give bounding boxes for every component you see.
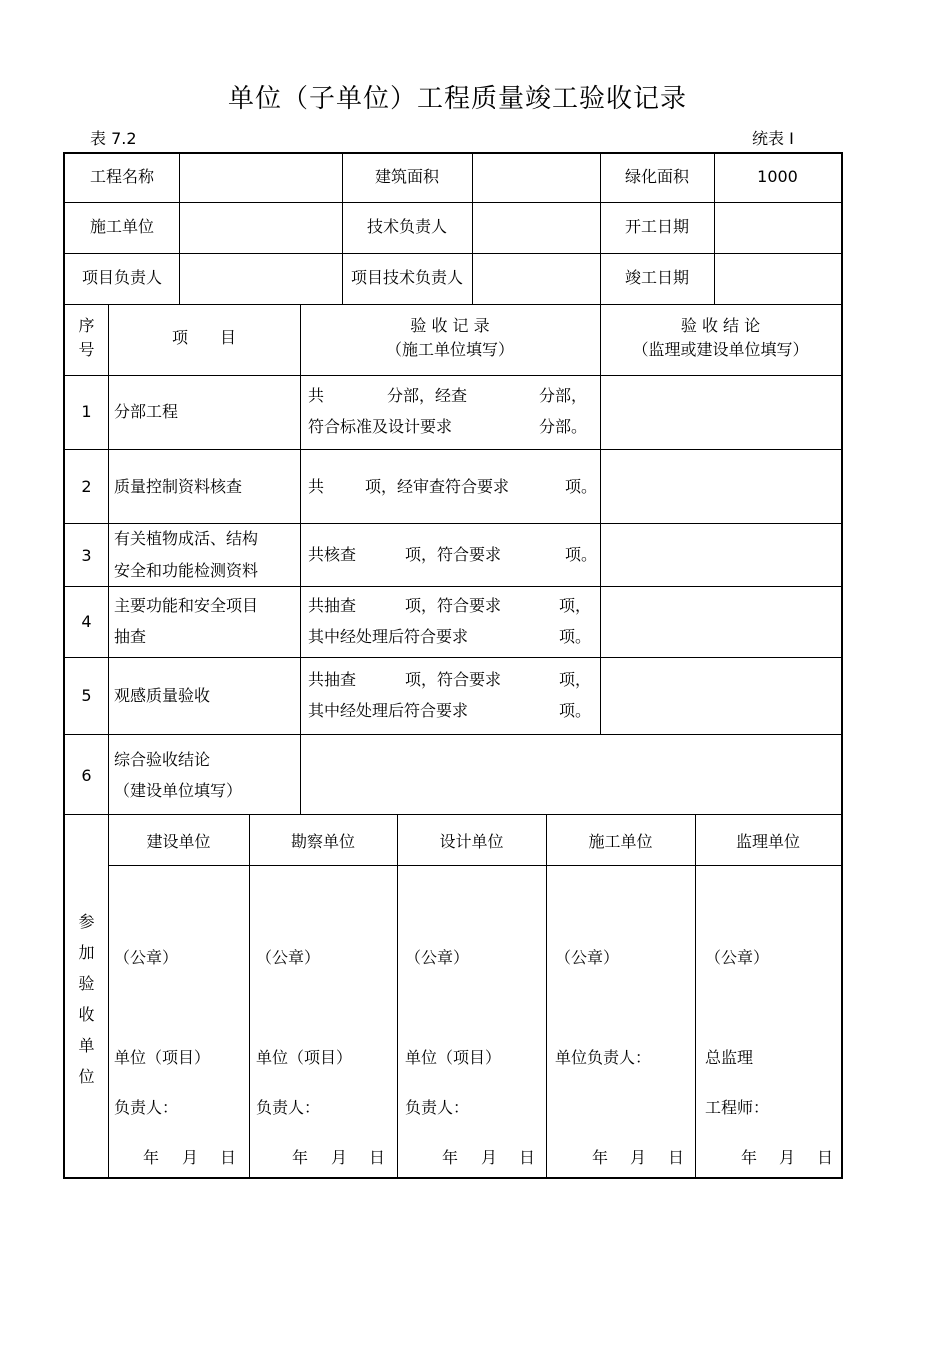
completion-date-field[interactable]: [714, 268, 841, 288]
item-label: （建设单位填写）: [114, 781, 243, 800]
tech-lead-label: 技术负责人: [366, 217, 447, 236]
conclusion-cell[interactable]: [601, 376, 841, 449]
record-text: 项，: [559, 670, 592, 689]
date-year: 年: [592, 1148, 609, 1167]
record-text: 共抽查: [308, 670, 357, 689]
building-area-field[interactable]: [472, 167, 600, 187]
project-name-field[interactable]: [179, 167, 342, 187]
record-heading: 验 收 记 录: [410, 316, 490, 335]
signer-label: 负责人：: [114, 1098, 179, 1117]
seal-label: （公章）: [114, 948, 179, 967]
tech-lead-field[interactable]: [472, 217, 600, 237]
conclusion-cell[interactable]: [601, 524, 841, 586]
item-heading: 项 目: [171, 328, 236, 347]
date-month: 月: [331, 1148, 348, 1167]
conclusion-cell[interactable]: [601, 450, 841, 523]
item-label: 抽查: [114, 627, 147, 646]
record-text: 项，符合要求: [405, 545, 502, 564]
project-name-label: 工程名称: [89, 167, 154, 186]
seal-label: （公章）: [555, 948, 620, 967]
seal-label: （公章）: [405, 948, 470, 967]
row-number: 2: [81, 477, 92, 496]
record-text: 共: [308, 477, 325, 496]
page-title: 单位（子单位）工程质量竣工验收记录: [227, 84, 687, 114]
conclusion-heading-note: （监理或建设单位填写）: [632, 340, 809, 359]
item-label: 质量控制资料核查: [114, 477, 243, 496]
record-text: 项，符合要求: [405, 596, 502, 615]
start-date-field[interactable]: [714, 217, 841, 237]
completion-date-label: 竣工日期: [624, 268, 689, 287]
building-area-label: 建筑面积: [374, 167, 439, 186]
date-day: 日: [668, 1148, 685, 1167]
date-year: 年: [292, 1148, 309, 1167]
date-month: 月: [182, 1148, 199, 1167]
record-text: 分部。: [539, 417, 588, 436]
project-manager-label: 项目负责人: [81, 268, 162, 287]
item-label: 观感质量验收: [114, 686, 211, 705]
project-tech-lead-field[interactable]: [472, 268, 600, 288]
conclusion-cell[interactable]: [601, 658, 841, 734]
record-text: 共抽查: [308, 596, 357, 615]
signer-label: 总监理: [705, 1048, 754, 1067]
record-text: 符合标准及设计要求: [308, 417, 453, 436]
participants-label-char: 位: [78, 1067, 95, 1086]
date-day: 日: [519, 1148, 536, 1167]
item-label: 有关植物成活、结构: [114, 529, 259, 548]
date-year: 年: [442, 1148, 459, 1167]
item-label: 分部工程: [114, 402, 179, 421]
signer-label: 单位（项目）: [256, 1048, 353, 1067]
overall-conclusion-cell[interactable]: [301, 735, 841, 814]
record-text: 共: [308, 386, 325, 405]
date-month: 月: [779, 1148, 796, 1167]
record-text: 项。: [559, 627, 592, 646]
item-label: 安全和功能检测资料: [114, 561, 259, 580]
signer-label: 负责人：: [256, 1098, 321, 1117]
unit-name: 勘察单位: [290, 832, 355, 851]
signer-label: 工程师：: [705, 1098, 770, 1117]
row-number: 1: [81, 402, 92, 421]
seq-heading-1: 序: [78, 316, 95, 335]
date-year: 年: [143, 1148, 160, 1167]
conclusion-cell[interactable]: [601, 587, 841, 657]
start-date-label: 开工日期: [624, 217, 689, 236]
acceptance-record-table: [63, 152, 843, 1179]
record-text: 项，: [559, 596, 592, 615]
seq-heading-2: 号: [78, 340, 95, 359]
record-text: 项，符合要求: [405, 670, 502, 689]
contractor-field[interactable]: [179, 217, 342, 237]
participants-label-char: 参: [78, 912, 95, 931]
form-type: 统表 I: [752, 129, 794, 148]
record-text: 其中经处理后符合要求: [308, 627, 469, 646]
record-text: 项。: [565, 545, 598, 564]
row-number: 4: [81, 612, 92, 631]
project-manager-field[interactable]: [179, 268, 342, 288]
seal-label: （公章）: [705, 948, 770, 967]
row-number: 6: [81, 766, 92, 785]
record-text: 项。: [559, 701, 592, 720]
contractor-label: 施工单位: [89, 217, 154, 236]
record-text: 分部，: [539, 386, 588, 405]
record-text: 分部，经查: [387, 386, 468, 405]
record-text: 其中经处理后符合要求: [308, 701, 469, 720]
date-year: 年: [741, 1148, 758, 1167]
signer-label: 单位（项目）: [405, 1048, 502, 1067]
date-day: 日: [369, 1148, 386, 1167]
form-code: 表 7.2: [90, 129, 137, 148]
green-area-value[interactable]: 1000: [757, 167, 798, 186]
date-month: 月: [630, 1148, 647, 1167]
seal-label: （公章）: [256, 948, 321, 967]
conclusion-heading: 验 收 结 论: [680, 316, 761, 335]
participants-label-char: 单: [78, 1036, 95, 1055]
signer-label: 负责人：: [405, 1098, 470, 1117]
item-label: 主要功能和安全项目: [114, 596, 259, 615]
record-text: 共核查: [308, 545, 357, 564]
unit-name: 建设单位: [146, 832, 211, 851]
record-text: 项。: [565, 477, 598, 496]
participants-label-char: 收: [78, 1005, 95, 1024]
signer-label: 单位（项目）: [114, 1048, 211, 1067]
participants-label-char: 验: [78, 974, 95, 993]
signer-label: 单位负责人：: [555, 1048, 652, 1067]
participants-label-char: 加: [78, 943, 95, 962]
date-month: 月: [481, 1148, 498, 1167]
row-number: 3: [81, 546, 92, 565]
record-heading-note: （施工单位填写）: [385, 340, 514, 359]
record-text: 项，经审查符合要求: [365, 477, 510, 496]
unit-name: 监理单位: [735, 832, 800, 851]
unit-name: 施工单位: [588, 832, 653, 851]
date-day: 日: [817, 1148, 834, 1167]
green-area-label: 绿化面积: [624, 167, 689, 186]
unit-name: 设计单位: [439, 832, 504, 851]
project-tech-lead-label: 项目技术负责人: [350, 268, 463, 287]
row-number: 5: [81, 686, 92, 705]
item-label: 综合验收结论: [114, 750, 211, 769]
date-day: 日: [220, 1148, 237, 1167]
